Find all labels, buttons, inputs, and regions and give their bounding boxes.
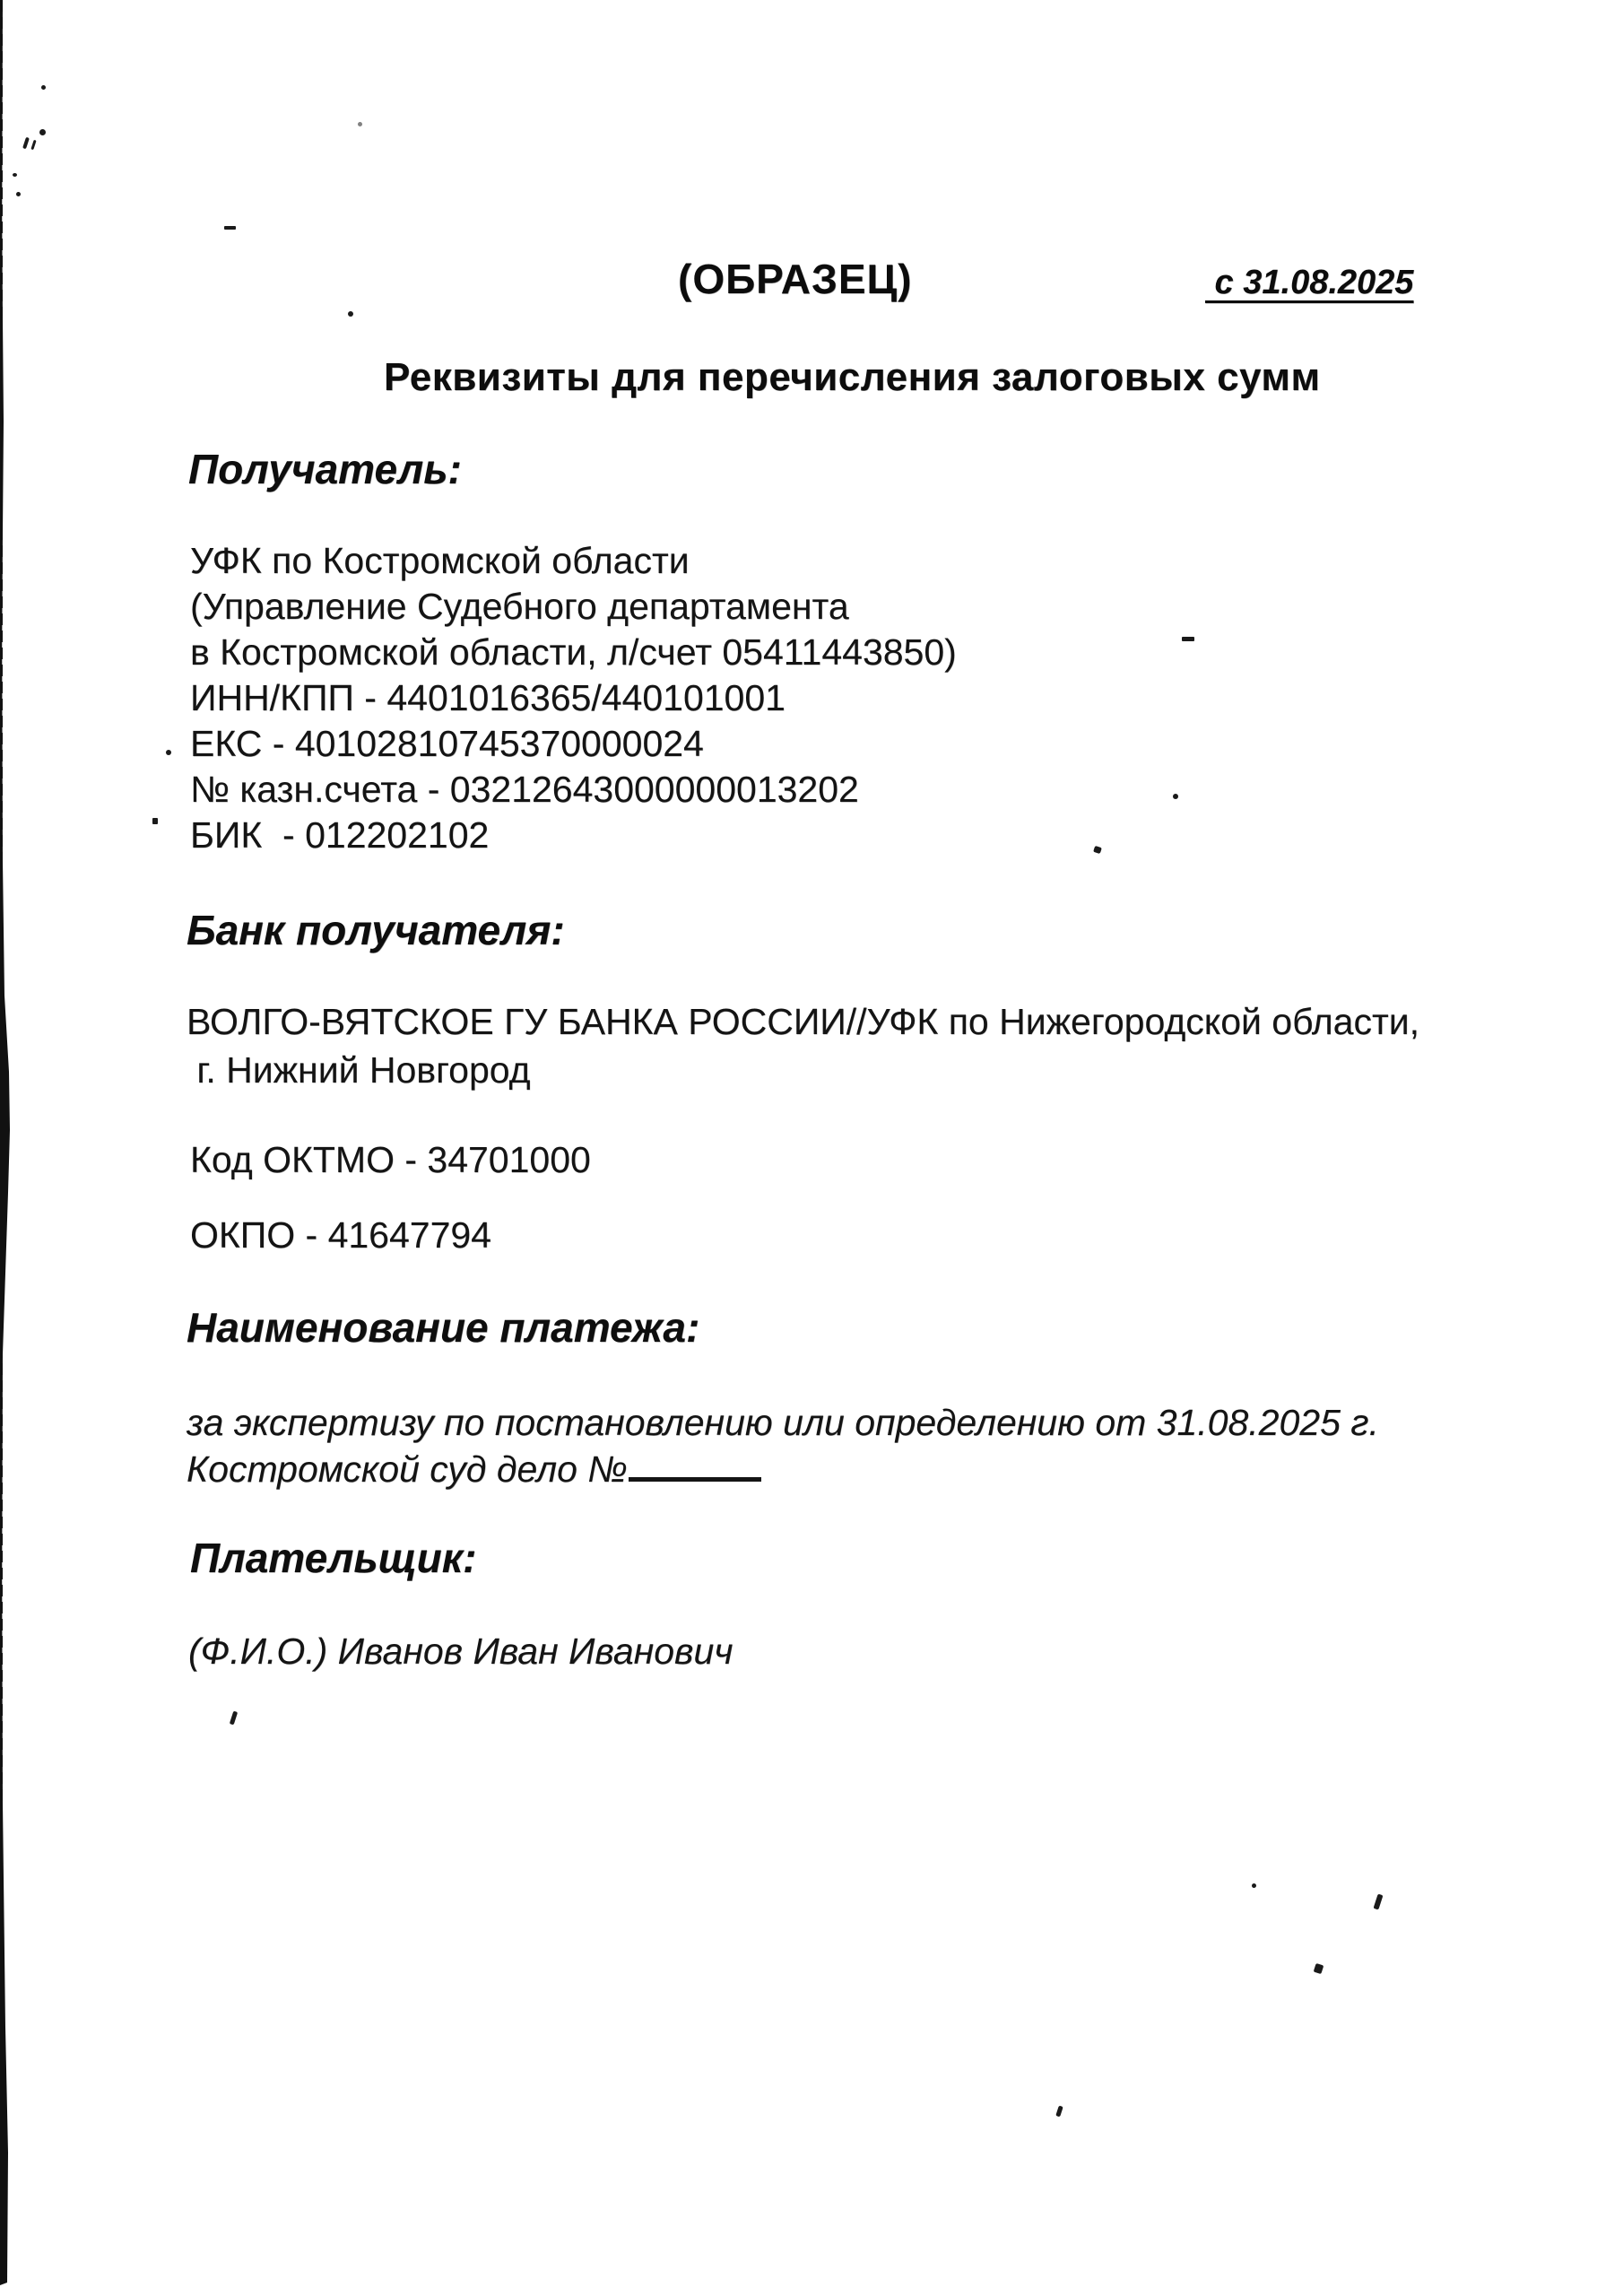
okpo-code: ОКПО - 41647794 <box>190 1214 491 1256</box>
scan-edge-artifact <box>0 0 14 2296</box>
scan-speck <box>22 137 30 150</box>
recipient-details <box>190 538 957 858</box>
scan-speck <box>230 1711 238 1726</box>
scan-speck <box>1252 1883 1256 1888</box>
bank-details <box>187 997 1419 1094</box>
scan-speck <box>1182 637 1194 641</box>
bank-line-city: г. Нижний Новгород <box>187 1049 531 1091</box>
scan-speck <box>16 192 21 196</box>
recipient-line-bik: БИК - 012202102 <box>190 814 490 856</box>
scan-speck <box>224 226 236 230</box>
payment-purpose-line1: за экспертизу по постановлению или определению от 31.08.2025 г. <box>187 1402 1379 1443</box>
case-number-prefix: Костромской суд дело № <box>187 1448 628 1490</box>
recipient-line-ufk: УФК по Костромской области <box>190 540 690 581</box>
payment-section-label: Наименование платежа: <box>187 1304 700 1351</box>
oktmo-code: Код ОКТМО - 34701000 <box>190 1139 591 1180</box>
recipient-line-inn-kpp: ИНН/КПП - 4401016365/440101001 <box>190 677 785 718</box>
effective-date: с 31.08.2025 <box>1205 264 1414 301</box>
scan-speck <box>1314 1963 1324 1974</box>
scan-speck <box>1093 846 1102 854</box>
bank-section-label: Банк получателя: <box>187 907 565 953</box>
scan-speck <box>41 85 46 90</box>
scan-speck <box>358 122 362 126</box>
scan-speck <box>152 818 158 824</box>
scan-speck <box>30 140 36 150</box>
scan-speck <box>1055 2106 1063 2118</box>
scan-speck <box>1173 794 1178 799</box>
scan-speck <box>166 750 171 755</box>
scan-speck <box>39 129 46 135</box>
recipient-line-eks: ЕКС - 40102810745370000024 <box>190 723 704 764</box>
recipient-line-department: (Управление Судебного департамента <box>190 586 849 627</box>
bank-line-name: ВОЛГО-ВЯТСКОЕ ГУ БАНКА РОССИИ//УФК по Нижегородской области, <box>187 1001 1420 1042</box>
recipient-section-label: Получатель: <box>188 446 462 492</box>
payer-section-label: Плательщик: <box>190 1535 477 1581</box>
sample-label: (ОБРАЗЕЦ) <box>678 256 913 302</box>
scan-speck <box>1374 1893 1384 1909</box>
recipient-line-treasury-account: № казн.счета - 03212643000000013202 <box>190 769 859 810</box>
payment-purpose-line2 <box>187 1446 1379 1492</box>
case-number-blank-line <box>629 1470 761 1482</box>
scan-speck <box>13 173 17 177</box>
document-title: Реквизиты для перечисления залоговых сумм <box>384 355 1321 399</box>
scan-speck <box>348 311 353 317</box>
payment-purpose <box>187 1399 1379 1492</box>
recipient-line-account: в Костромской области, л/счет 05411443850) <box>190 631 957 673</box>
payer-name: (Ф.И.О.) Иванов Иван Иванович <box>188 1631 733 1672</box>
